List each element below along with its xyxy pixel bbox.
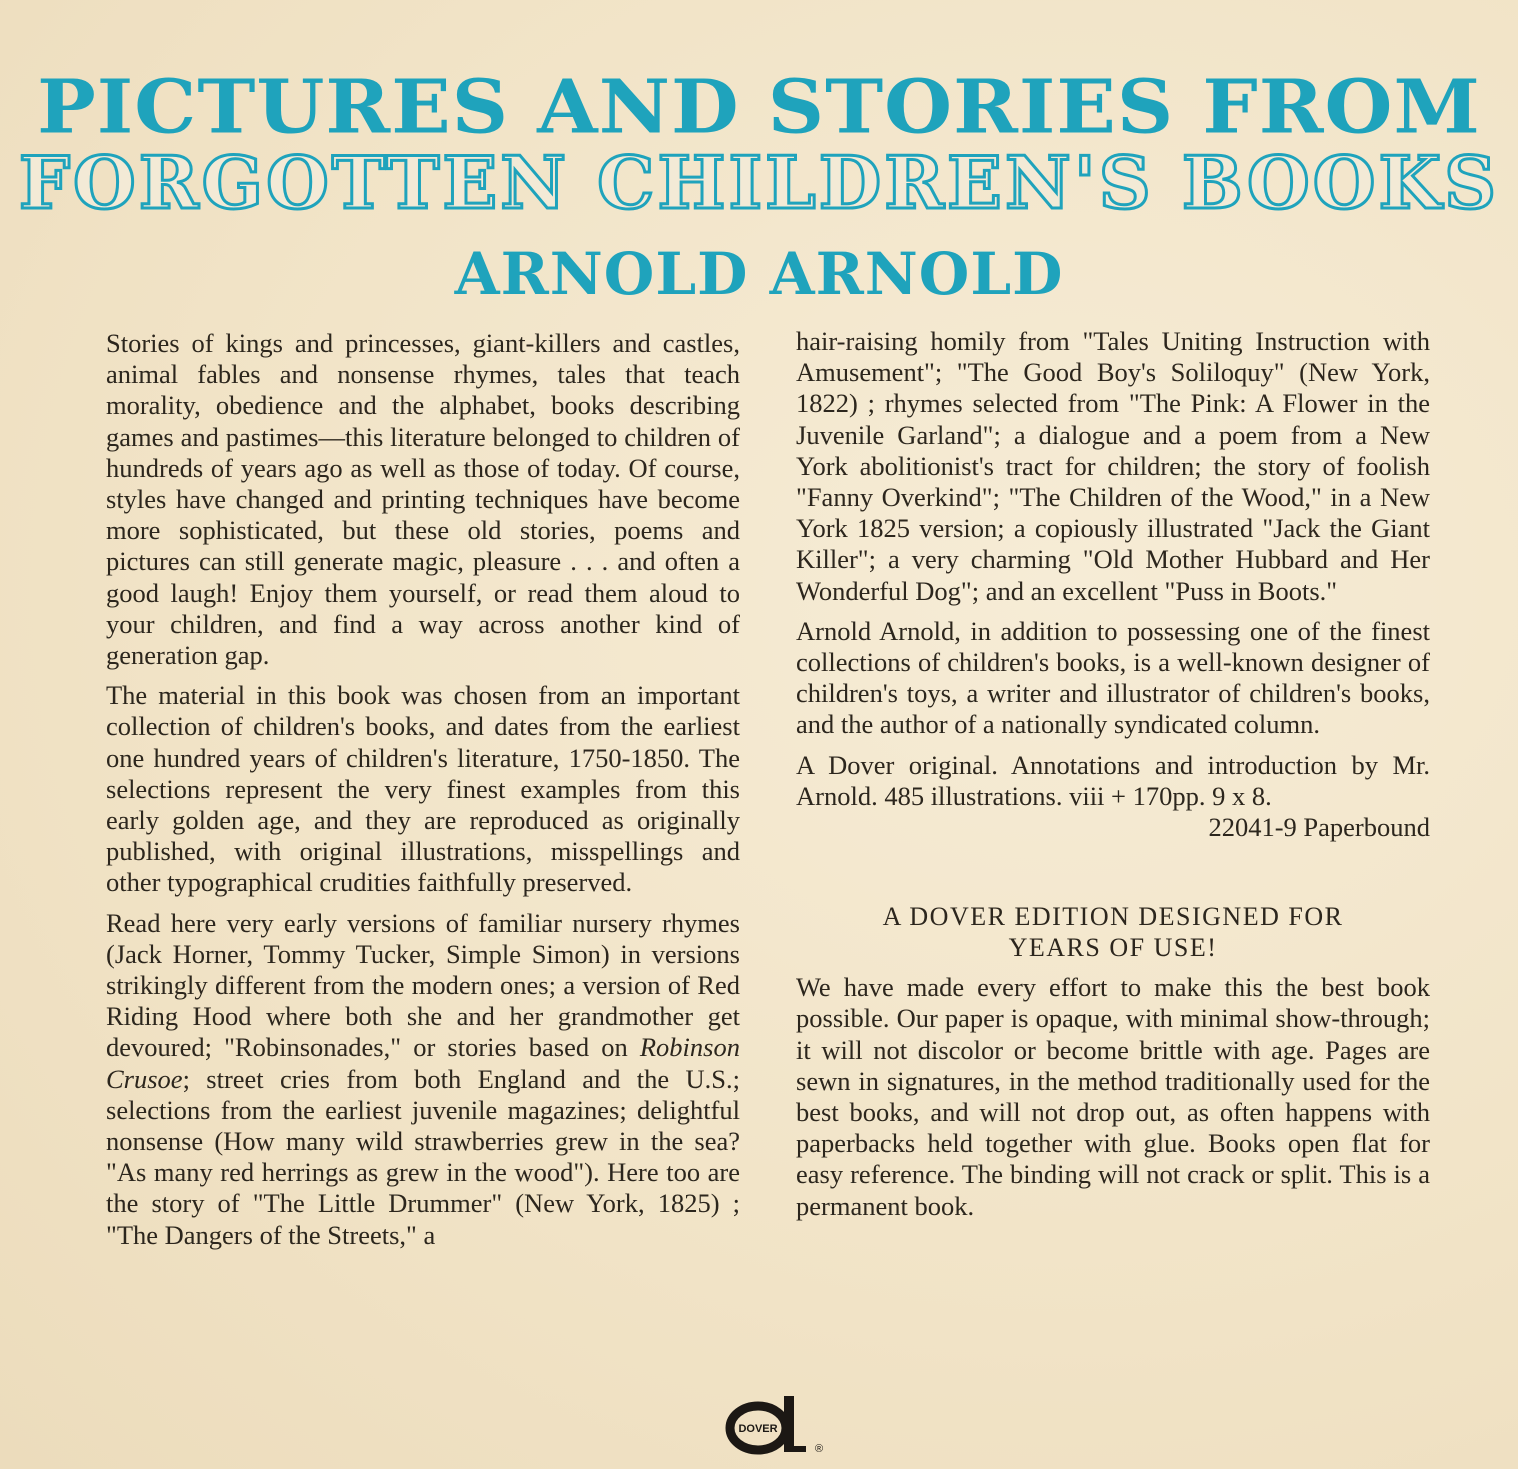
- dover-logo-icon: [724, 1394, 824, 1458]
- dover-logo-text: DOVER: [738, 1423, 778, 1435]
- paragraph-contents-continued: hair-raising homily from "Tales Uniting Instruction with Amusement"; "The Good Boy's Soliloquy" (New York, 1822) ; rhymes selected from "The Pink: A Flower in the Juvenile Garland"; a dialogue and a poem from a New York abolitionist's tract for children; the story of foolish "Fanny Overkind"; "The Children of the Wood," in a New York 1825 version; a copiously illustrated "Jack the Giant Killer"; a very charming "Old Mother Hubbard and Her Wonderful Dog"; and an excellent "Puss in Boots.": [796, 326, 1430, 606]
- left-column: [106, 328, 740, 1260]
- contents-text-start: Read here very early versions of familiar nursery rhymes (Jack Horner, Tommy Tucker, Simple Simon) in versions strikingly different from the modern ones; a version of Red Riding Hood where both she and her grandmother get devoured; "Robinsonades," or stories based on: [106, 907, 740, 1063]
- price-line: 22041-9 Paperbound: [1208, 812, 1430, 843]
- book-title-italic: Robinson Crusoe: [106, 1032, 740, 1094]
- paragraph-description: Stories of kings and princesses, giant-killers and castles, animal fables and nonsense rhymes, tales that teach morality, obedience and the alphabet, books describing games and pastimes—this literature belonged to children of hundreds of years ago as well as those of today. Of course, styles have changed and printing techniques have become more sophisticated, but these old stories, poems and pictures can still generate magic, pleasure . . . and often a good laugh! Enjoy them yourself, or read them aloud to your children, and find a way across another kind of generation gap.: [106, 328, 740, 671]
- registered-mark: ®: [815, 1443, 824, 1455]
- author-name: ARNOLD ARNOLD: [454, 240, 1064, 308]
- title-line-1: PICTURES AND STORIES FROM: [37, 64, 1481, 151]
- title-line-2: FORGOTTEN CHILDREN'S BOOKS: [18, 140, 1500, 225]
- contents-text-end: ; street cries from both England and the U.S.; selections from the earliest juvenile magazines; delightful nonsense (How many wild strawberries grew in the sea? "As many red herrings as grew in the wood"). Here too are the story of "The Little Drummer" (New York, 1825) ; "The Dangers of the Streets," a: [106, 1063, 740, 1250]
- edition-heading-line-1: A DOVER EDITION DESIGNED FOR: [882, 902, 1344, 932]
- paragraph-quality-statement: We have made every effort to make this the best book possible. Our paper is opaque, with minimal show-through; it will not discolor or become brittle with age. Pages are sewn in signatures, in the method traditionally used for the best books, and will not drop out, as often happens with paperbacks held together with glue. Books open flat for easy reference. The binding will not crack or split. This is a permanent book.: [796, 972, 1430, 1221]
- edition-heading: [796, 901, 1430, 963]
- paragraph-material: The material in this book was chosen from an important collection of children's books, and dates from the earliest one hundred years of children's literature, 1750-1850. The selections represent the very finest examples from this early golden age, and they are reproduced as originally published, with original illustrations, misspellings and other typographical crudities faithfully preserved.: [106, 680, 740, 898]
- edition-heading-line-2: YEARS OF USE!: [1008, 933, 1218, 963]
- publication-details: A Dover original. Annotations and introduction by Mr. Arnold. 485 illustrations. viii + 170pp. 9 x 8.: [796, 749, 1430, 811]
- paragraph-publication-info: [796, 750, 1430, 812]
- dover-logo: [724, 1394, 824, 1458]
- paragraph-author-bio: Arnold Arnold, in addition to possessing one of the finest collections of children's books, is a well-known designer of children's toys, a writer and illustrator of children's books, and the author of a nationally syndicated column.: [796, 615, 1430, 740]
- paragraph-contents: [106, 908, 740, 1251]
- right-column: [796, 326, 1430, 1231]
